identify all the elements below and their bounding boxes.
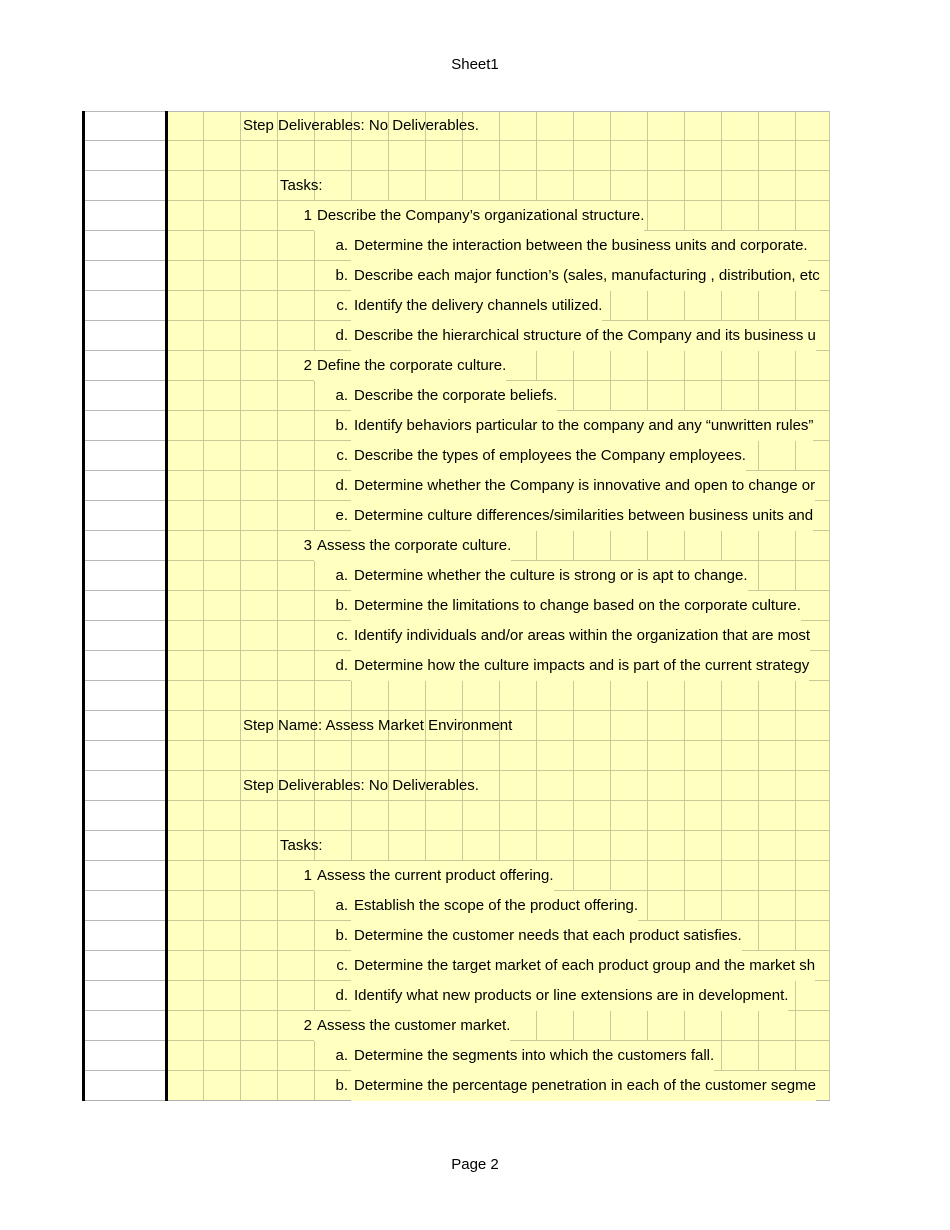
subtask-text-cell[interactable]: Describe the types of employees the Company employees. bbox=[351, 441, 746, 471]
sheet-row bbox=[82, 951, 830, 981]
task-text-cell[interactable]: Assess the customer market. bbox=[314, 1011, 510, 1041]
sheet-row bbox=[82, 921, 830, 951]
sheet-row bbox=[82, 561, 830, 591]
sheet-row bbox=[82, 861, 830, 891]
page-footer-number: Page 2 bbox=[451, 1156, 499, 1173]
task-number-cell[interactable]: 2 bbox=[303, 357, 312, 374]
subtask-text-cell[interactable]: Determine the interaction between the business units and corporate. bbox=[351, 231, 808, 261]
sheet-row bbox=[82, 321, 830, 351]
subtask-letter-cell[interactable]: a. bbox=[335, 1047, 348, 1064]
step-heading-cell[interactable]: Step Deliverables: No Deliverables. bbox=[243, 117, 479, 134]
subtask-letter-cell[interactable]: d. bbox=[335, 327, 348, 344]
sheet-row bbox=[82, 501, 830, 531]
subtask-letter-cell[interactable]: d. bbox=[335, 477, 348, 494]
subtask-text-cell[interactable]: Determine the customer needs that each product satisfies. bbox=[351, 921, 742, 951]
sheet-row bbox=[82, 441, 830, 471]
sheet-row bbox=[82, 381, 830, 411]
task-number-cell[interactable]: 3 bbox=[303, 537, 312, 554]
sheet-row bbox=[82, 231, 830, 261]
subtask-text-cell[interactable]: Describe the hierarchical structure of the Company and its business u bbox=[351, 321, 816, 351]
subtask-letter-cell[interactable]: a. bbox=[335, 387, 348, 404]
subtask-letter-cell[interactable]: c. bbox=[336, 297, 348, 314]
page-header-sheet-name: Sheet1 bbox=[451, 56, 499, 73]
tasks-label-cell[interactable]: Tasks: bbox=[280, 837, 323, 854]
sheet-row bbox=[82, 591, 830, 621]
sheet-row bbox=[82, 1071, 830, 1101]
sheet-row bbox=[82, 411, 830, 441]
subtask-letter-cell[interactable]: a. bbox=[335, 567, 348, 584]
sheet-row bbox=[82, 801, 830, 831]
task-number-cell[interactable]: 1 bbox=[303, 207, 312, 224]
step-heading-cell[interactable]: Step Name: Assess Market Environment bbox=[243, 717, 513, 734]
subtask-letter-cell[interactable]: a. bbox=[335, 237, 348, 254]
sheet-row bbox=[82, 711, 830, 741]
sheet-row bbox=[82, 741, 830, 771]
sheet-row bbox=[82, 771, 830, 801]
task-number-cell[interactable]: 1 bbox=[303, 867, 312, 884]
sheet-row bbox=[82, 111, 830, 141]
subtask-text-cell[interactable]: Determine the percentage penetration in each of the customer segme bbox=[351, 1071, 816, 1101]
subtask-letter-cell[interactable]: c. bbox=[336, 957, 348, 974]
task-text-cell[interactable]: Assess the corporate culture. bbox=[314, 531, 511, 561]
sheet-row bbox=[82, 1011, 830, 1041]
sheet-row bbox=[82, 621, 830, 651]
sheet-row bbox=[82, 291, 830, 321]
sheet-row bbox=[82, 201, 830, 231]
sheet-row bbox=[82, 171, 830, 201]
subtask-letter-cell[interactable]: b. bbox=[335, 267, 348, 284]
subtask-letter-cell[interactable]: b. bbox=[335, 927, 348, 944]
task-text-cell[interactable]: Assess the current product offering. bbox=[314, 861, 554, 891]
subtask-letter-cell[interactable]: c. bbox=[336, 447, 348, 464]
spreadsheet-grid bbox=[82, 111, 830, 1101]
step-heading-cell[interactable]: Step Deliverables: No Deliverables. bbox=[243, 777, 479, 794]
subtask-letter-cell[interactable]: d. bbox=[335, 657, 348, 674]
subtask-text-cell[interactable]: Determine the segments into which the customers fall. bbox=[351, 1041, 714, 1071]
sheet-row bbox=[82, 471, 830, 501]
subtask-letter-cell[interactable]: b. bbox=[335, 597, 348, 614]
sheet-row bbox=[82, 681, 830, 711]
subtask-letter-cell[interactable]: e. bbox=[335, 507, 348, 524]
subtask-text-cell[interactable]: Determine the limitations to change based on the corporate culture. bbox=[351, 591, 801, 621]
sheet-row bbox=[82, 141, 830, 171]
subtask-text-cell[interactable]: Determine whether the Company is innovative and open to change or bbox=[351, 471, 815, 501]
sheet-row bbox=[82, 531, 830, 561]
subtask-letter-cell[interactable]: a. bbox=[335, 897, 348, 914]
subtask-text-cell[interactable]: Identify behaviors particular to the company and any “unwritten rules” bbox=[351, 411, 813, 441]
subtask-text-cell[interactable]: Determine the target market of each product group and the market sh bbox=[351, 951, 815, 981]
subtask-text-cell[interactable]: Identify what new products or line extensions are in development. bbox=[351, 981, 788, 1011]
subtask-letter-cell[interactable]: b. bbox=[335, 1077, 348, 1094]
subtask-letter-cell[interactable]: b. bbox=[335, 417, 348, 434]
subtask-text-cell[interactable]: Establish the scope of the product offering. bbox=[351, 891, 638, 921]
sheet-row bbox=[82, 651, 830, 681]
sheet-row bbox=[82, 891, 830, 921]
sheet-row bbox=[82, 831, 830, 861]
subtask-letter-cell[interactable]: c. bbox=[336, 627, 348, 644]
task-text-cell[interactable]: Describe the Company’s organizational structure. bbox=[314, 201, 644, 231]
sheet-row bbox=[82, 261, 830, 291]
sheet-row bbox=[82, 351, 830, 381]
subtask-text-cell[interactable]: Identify the delivery channels utilized. bbox=[351, 291, 602, 321]
subtask-text-cell[interactable]: Determine culture differences/similarities between business units and bbox=[351, 501, 813, 531]
task-text-cell[interactable]: Define the corporate culture. bbox=[314, 351, 506, 381]
sheet-row bbox=[82, 1041, 830, 1071]
subtask-text-cell[interactable]: Identify individuals and/or areas within the organization that are most bbox=[351, 621, 810, 651]
subtask-text-cell[interactable]: Determine how the culture impacts and is part of the current strategy bbox=[351, 651, 809, 681]
subtask-text-cell[interactable]: Describe each major function’s (sales, manufacturing , distribution, etc bbox=[351, 261, 820, 291]
subtask-letter-cell[interactable]: d. bbox=[335, 987, 348, 1004]
subtask-text-cell[interactable]: Describe the corporate beliefs. bbox=[351, 381, 557, 411]
subtask-text-cell[interactable]: Determine whether the culture is strong or is apt to change. bbox=[351, 561, 748, 591]
sheet-row bbox=[82, 981, 830, 1011]
task-number-cell[interactable]: 2 bbox=[303, 1017, 312, 1034]
tasks-label-cell[interactable]: Tasks: bbox=[280, 177, 323, 194]
